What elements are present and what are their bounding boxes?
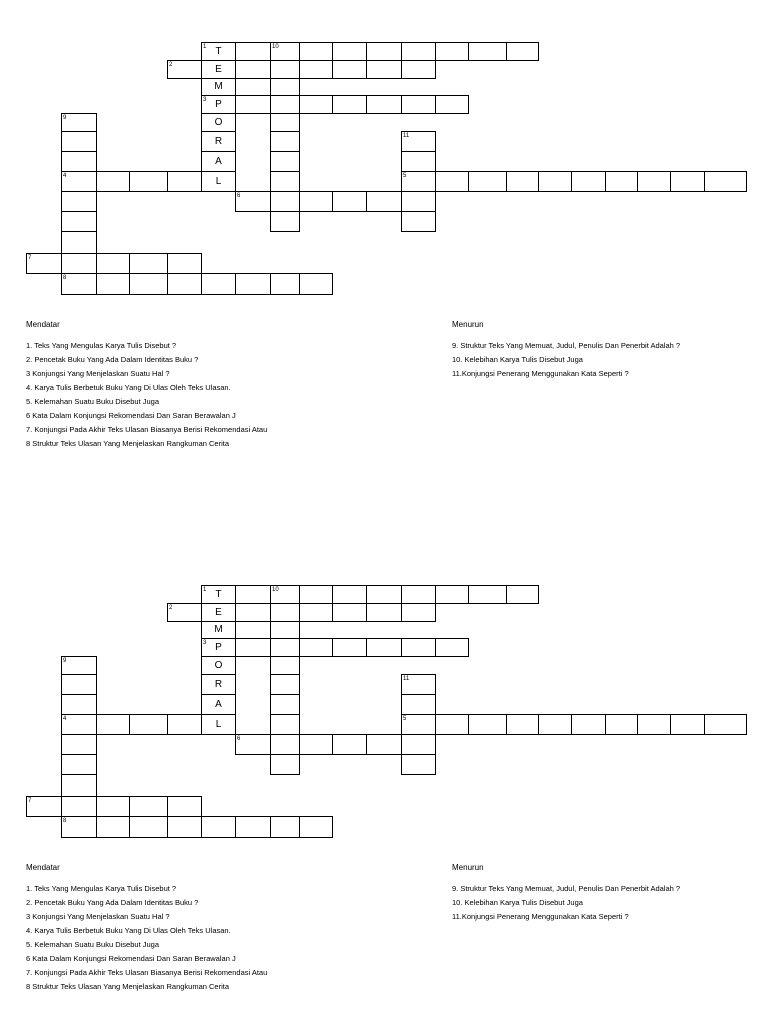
across-clue-7: 7. Konjungsi Pada Akhir Teks Ulasan Biasanya Berisi Rekomendasi Atau xyxy=(26,425,268,434)
crossword-cell[interactable] xyxy=(435,585,469,604)
crossword-cell[interactable] xyxy=(61,694,97,715)
crossword-cell[interactable] xyxy=(401,211,436,232)
crossword-cell[interactable] xyxy=(270,734,300,755)
crossword-cell[interactable] xyxy=(605,171,638,192)
down-clues xyxy=(452,318,680,381)
down-title: Menurun xyxy=(452,320,484,329)
crossword-cell[interactable] xyxy=(435,95,469,114)
crossword-cell[interactable] xyxy=(129,273,168,295)
crossword-cell[interactable] xyxy=(401,694,436,715)
crossword-cell[interactable] xyxy=(435,714,469,735)
crossword-cell[interactable] xyxy=(401,734,436,755)
cell-letter: L xyxy=(215,718,222,730)
crossword-cell[interactable] xyxy=(235,60,271,79)
crossword-cell[interactable] xyxy=(61,656,97,675)
crossword-cell[interactable] xyxy=(332,734,367,755)
cell-letter: M xyxy=(214,624,223,635)
crossword-cell[interactable] xyxy=(506,42,539,61)
crossword-cell[interactable] xyxy=(235,273,271,295)
crossword-cell[interactable] xyxy=(167,171,202,192)
crossword-cell[interactable] xyxy=(129,714,168,735)
across-clue-6: 6 Kata Dalam Konjungsi Rekomendasi Dan Saran Berawalan J xyxy=(26,411,236,420)
across-clue-6: 6 Kata Dalam Konjungsi Rekomendasi Dan Saran Berawalan J xyxy=(26,954,236,963)
crossword-cell[interactable] xyxy=(270,211,300,232)
crossword-cell[interactable] xyxy=(299,585,333,604)
crossword-cell[interactable] xyxy=(167,796,202,817)
crossword-cell[interactable] xyxy=(201,674,236,695)
crossword-cell[interactable] xyxy=(670,714,705,735)
crossword-cell[interactable] xyxy=(167,714,202,735)
crossword-cell[interactable] xyxy=(670,171,705,192)
crossword-cell[interactable] xyxy=(270,714,300,735)
crossword-cell[interactable] xyxy=(506,171,539,192)
crossword-cell[interactable] xyxy=(61,273,97,295)
crossword-cell[interactable] xyxy=(201,151,236,172)
crossword-cell[interactable] xyxy=(270,621,300,639)
crossword-cell[interactable] xyxy=(270,656,300,675)
crossword-puzzle-2 xyxy=(0,543,768,991)
crossword-cell[interactable] xyxy=(401,603,436,622)
crossword-cell[interactable] xyxy=(235,191,271,212)
crossword-cell[interactable] xyxy=(26,796,62,817)
crossword-cell[interactable] xyxy=(167,60,202,79)
across-title: Mendatar xyxy=(26,863,60,872)
crossword-cell[interactable] xyxy=(468,585,507,604)
crossword-cell[interactable] xyxy=(401,151,436,172)
down-clue-9: 9. Struktur Teks Yang Memuat, Judul, Penulis Dan Penerbit Adalah ? xyxy=(452,884,681,893)
crossword-cell[interactable] xyxy=(235,42,271,61)
crossword-cell[interactable] xyxy=(468,714,507,735)
crossword-cell[interactable] xyxy=(201,714,236,735)
down-clue-10: 10. Kelebihan Karya Tulis Disebut Juga xyxy=(452,898,583,907)
crossword-cell[interactable] xyxy=(401,191,436,212)
crossword-cell[interactable] xyxy=(506,585,539,604)
crossword-cell[interactable] xyxy=(167,273,202,295)
crossword-cell[interactable] xyxy=(167,603,202,622)
clue-number: 8 xyxy=(63,818,67,824)
cell-letter: T xyxy=(215,588,222,600)
crossword-cell[interactable] xyxy=(129,816,168,838)
crossword-cell[interactable] xyxy=(332,191,367,212)
crossword-cell[interactable] xyxy=(96,171,130,192)
cell-letter: P xyxy=(215,641,222,653)
crossword-cell[interactable] xyxy=(129,796,168,817)
crossword-cell[interactable] xyxy=(270,191,300,212)
crossword-cell[interactable] xyxy=(366,734,402,755)
crossword-cell[interactable] xyxy=(299,191,333,212)
clue-number: 10 xyxy=(272,587,279,593)
crossword-cell[interactable] xyxy=(61,816,97,838)
cell-letter: P xyxy=(215,98,222,110)
down-clue-9: 9. Struktur Teks Yang Memuat, Judul, Penulis Dan Penerbit Adalah ? xyxy=(452,341,681,350)
crossword-cell[interactable] xyxy=(61,754,97,775)
down-clue-11: 11.Konjungsi Penerang Menggunakan Kata Seperti ? xyxy=(452,369,629,378)
across-clue-2: 2. Pencetak Buku Yang Ada Dalam Identitas Buku ? xyxy=(26,355,199,364)
down-clue-10: 10. Kelebihan Karya Tulis Disebut Juga xyxy=(452,355,583,364)
crossword-cell[interactable] xyxy=(401,95,436,114)
clue-number: 9 xyxy=(63,658,67,664)
crossword-cell[interactable] xyxy=(201,171,236,192)
crossword-cell[interactable] xyxy=(270,78,300,96)
crossword-cell[interactable] xyxy=(96,273,130,295)
crossword-cell[interactable] xyxy=(96,816,130,838)
crossword-cell[interactable] xyxy=(129,171,168,192)
crossword-cell[interactable] xyxy=(538,714,572,735)
crossword-cell[interactable] xyxy=(332,42,367,61)
clue-number: 7 xyxy=(28,798,32,804)
clue-number: 5 xyxy=(403,173,407,179)
crossword-cell[interactable] xyxy=(270,151,300,172)
crossword-cell[interactable] xyxy=(270,113,300,132)
crossword-cell[interactable] xyxy=(637,714,671,735)
crossword-cell[interactable] xyxy=(96,796,130,817)
crossword-cell[interactable] xyxy=(235,734,271,755)
crossword-cell[interactable] xyxy=(401,638,436,657)
crossword-cell[interactable] xyxy=(61,231,97,254)
crossword-cell[interactable] xyxy=(201,656,236,675)
crossword-cell[interactable] xyxy=(299,816,333,838)
crossword-cell[interactable] xyxy=(270,638,300,657)
crossword-cell[interactable] xyxy=(435,638,469,657)
clue-number: 8 xyxy=(63,275,67,281)
clue-number: 11 xyxy=(403,133,410,139)
crossword-cell[interactable] xyxy=(401,60,436,79)
crossword-cell[interactable] xyxy=(96,714,130,735)
cell-letter: O xyxy=(214,659,223,671)
cell-letter: R xyxy=(214,678,223,690)
crossword-cell[interactable] xyxy=(26,253,62,274)
cell-letter: E xyxy=(215,63,222,75)
across-clues xyxy=(26,318,267,451)
crossword-cell[interactable] xyxy=(201,694,236,715)
crossword-cell[interactable] xyxy=(235,603,271,622)
crossword-cell[interactable] xyxy=(61,151,97,172)
crossword-cell[interactable] xyxy=(468,42,507,61)
clue-number: 7 xyxy=(28,255,32,261)
crossword-cell[interactable] xyxy=(506,714,539,735)
crossword-cell[interactable] xyxy=(235,816,271,838)
crossword-cell[interactable] xyxy=(299,95,333,114)
crossword-cell[interactable] xyxy=(270,171,300,192)
crossword-cell[interactable] xyxy=(270,754,300,775)
crossword-cell[interactable] xyxy=(401,171,436,192)
crossword-cell[interactable] xyxy=(299,638,333,657)
across-clue-7: 7. Konjungsi Pada Akhir Teks Ulasan Biasanya Berisi Rekomendasi Atau xyxy=(26,968,268,977)
crossword-cell[interactable] xyxy=(61,714,97,735)
across-clue-4: 4. Karya Tulis Berbetuk Buku Yang Di Ulas Oleh Teks Ulasan. xyxy=(26,383,231,392)
crossword-cell[interactable] xyxy=(366,638,402,657)
down-title: Menurun xyxy=(452,863,484,872)
crossword-cell[interactable] xyxy=(235,585,271,604)
across-clue-1: 1. Teks Yang Mengulas Karya Tulis Disebut ? xyxy=(26,341,177,350)
crossword-puzzle-1 xyxy=(0,0,768,448)
crossword-cell[interactable] xyxy=(299,603,333,622)
across-title: Mendatar xyxy=(26,320,60,329)
clue-number: 9 xyxy=(63,115,67,121)
clue-number: 3 xyxy=(203,640,207,646)
crossword-cell[interactable] xyxy=(235,638,271,657)
crossword-cell[interactable] xyxy=(61,796,97,817)
across-clue-2: 2. Pencetak Buku Yang Ada Dalam Identitas Buku ? xyxy=(26,898,199,907)
crossword-cell[interactable] xyxy=(401,754,436,775)
crossword-cell[interactable] xyxy=(366,60,402,79)
crossword-cell[interactable] xyxy=(201,621,236,639)
crossword-cell[interactable] xyxy=(270,603,300,622)
crossword-cell[interactable] xyxy=(201,95,236,114)
clue-number: 5 xyxy=(403,716,407,722)
down-clues xyxy=(452,861,680,924)
across-clue-5: 5. Kelemahan Suatu Buku Disebut Juga xyxy=(26,940,160,949)
crossword-cell[interactable] xyxy=(167,816,202,838)
crossword-cell[interactable] xyxy=(61,211,97,232)
crossword-cell[interactable] xyxy=(401,42,436,61)
crossword-cell[interactable] xyxy=(129,253,168,274)
clue-number: 11 xyxy=(403,676,410,682)
crossword-cell[interactable] xyxy=(270,131,300,152)
crossword-cell[interactable] xyxy=(270,60,300,79)
down-clue-11: 11.Konjungsi Penerang Menggunakan Kata Seperti ? xyxy=(452,912,629,921)
clue-number: 6 xyxy=(237,736,241,742)
crossword-cell[interactable] xyxy=(637,171,671,192)
crossword-cell[interactable] xyxy=(435,42,469,61)
crossword-cell[interactable] xyxy=(299,734,333,755)
clue-number: 2 xyxy=(169,62,173,68)
cell-letter: M xyxy=(214,81,223,92)
clue-number: 1 xyxy=(203,587,207,593)
cell-letter: E xyxy=(215,606,222,618)
crossword-cell[interactable] xyxy=(270,273,300,295)
across-clue-3: 3 Konjungsi Yang Menjelaskan Suatu Hal ? xyxy=(26,369,170,378)
crossword-cell[interactable] xyxy=(201,113,236,132)
crossword-cell[interactable] xyxy=(332,60,367,79)
clue-number: 10 xyxy=(272,44,279,50)
cell-letter: T xyxy=(215,45,222,57)
crossword-cell[interactable] xyxy=(201,816,236,838)
crossword-cell[interactable] xyxy=(366,42,402,61)
crossword-cell[interactable] xyxy=(201,638,236,657)
crossword-cell[interactable] xyxy=(366,585,402,604)
crossword-cell[interactable] xyxy=(366,191,402,212)
across-clues xyxy=(26,861,267,994)
crossword-cell[interactable] xyxy=(332,638,367,657)
crossword-cell[interactable] xyxy=(61,774,97,797)
clue-number: 4 xyxy=(63,173,67,179)
cell-letter: O xyxy=(214,116,223,128)
crossword-cell[interactable] xyxy=(332,585,367,604)
crossword-cell[interactable] xyxy=(605,714,638,735)
crossword-cell[interactable] xyxy=(201,60,236,79)
crossword-cell[interactable] xyxy=(61,191,97,212)
crossword-cell[interactable] xyxy=(201,131,236,152)
clue-number: 2 xyxy=(169,605,173,611)
across-clue-5: 5. Kelemahan Suatu Buku Disebut Juga xyxy=(26,397,160,406)
clue-number: 1 xyxy=(203,44,207,50)
crossword-cell[interactable] xyxy=(435,171,469,192)
crossword-cell[interactable] xyxy=(235,95,271,114)
crossword-cell[interactable] xyxy=(201,273,236,295)
crossword-cell[interactable] xyxy=(299,42,333,61)
crossword-cell[interactable] xyxy=(401,131,436,152)
crossword-cell[interactable] xyxy=(270,42,300,61)
clue-number: 4 xyxy=(63,716,67,722)
crossword-cell[interactable] xyxy=(299,60,333,79)
crossword-cell[interactable] xyxy=(270,585,300,604)
cell-letter: A xyxy=(215,698,222,710)
crossword-grid xyxy=(0,543,768,824)
crossword-cell[interactable] xyxy=(270,674,300,695)
across-clue-4: 4. Karya Tulis Berbetuk Buku Yang Di Ulas Oleh Teks Ulasan. xyxy=(26,926,231,935)
crossword-cell[interactable] xyxy=(61,734,97,755)
crossword-cell[interactable] xyxy=(571,714,606,735)
crossword-cell[interactable] xyxy=(61,131,97,152)
crossword-cell[interactable] xyxy=(538,171,572,192)
crossword-cell[interactable] xyxy=(571,171,606,192)
crossword-cell[interactable] xyxy=(61,171,97,192)
crossword-cell[interactable] xyxy=(704,171,747,192)
across-clue-1: 1. Teks Yang Mengulas Karya Tulis Disebut ? xyxy=(26,884,177,893)
cell-letter: R xyxy=(214,135,223,147)
crossword-cell[interactable] xyxy=(201,42,236,61)
clue-number: 6 xyxy=(237,193,241,199)
crossword-cell[interactable] xyxy=(61,113,97,132)
crossword-cell[interactable] xyxy=(96,253,130,274)
crossword-cell[interactable] xyxy=(61,253,97,274)
crossword-cell[interactable] xyxy=(270,694,300,715)
crossword-cell[interactable] xyxy=(167,253,202,274)
crossword-cell[interactable] xyxy=(201,603,236,622)
across-clue-3: 3 Konjungsi Yang Menjelaskan Suatu Hal ? xyxy=(26,912,170,921)
crossword-cell[interactable] xyxy=(332,95,367,114)
across-clue-8: 8 Struktur Teks Ulasan Yang Menjelaskan Rangkuman Cerita xyxy=(26,439,230,448)
crossword-cell[interactable] xyxy=(299,273,333,295)
across-clue-8: 8 Struktur Teks Ulasan Yang Menjelaskan Rangkuman Cerita xyxy=(26,982,230,991)
clue-number: 3 xyxy=(203,97,207,103)
crossword-cell[interactable] xyxy=(366,603,402,622)
crossword-cell[interactable] xyxy=(366,95,402,114)
crossword-cell[interactable] xyxy=(401,585,436,604)
crossword-cell[interactable] xyxy=(61,674,97,695)
crossword-cell[interactable] xyxy=(201,78,236,96)
crossword-cell[interactable] xyxy=(201,585,236,604)
crossword-cell[interactable] xyxy=(704,714,747,735)
crossword-cell[interactable] xyxy=(270,816,300,838)
crossword-cell[interactable] xyxy=(270,95,300,114)
crossword-cell[interactable] xyxy=(468,171,507,192)
cell-letter: A xyxy=(215,155,222,167)
crossword-grid xyxy=(0,0,768,281)
crossword-cell[interactable] xyxy=(332,603,367,622)
crossword-cell[interactable] xyxy=(401,674,436,695)
cell-letter: L xyxy=(215,175,222,187)
crossword-cell[interactable] xyxy=(401,714,436,735)
